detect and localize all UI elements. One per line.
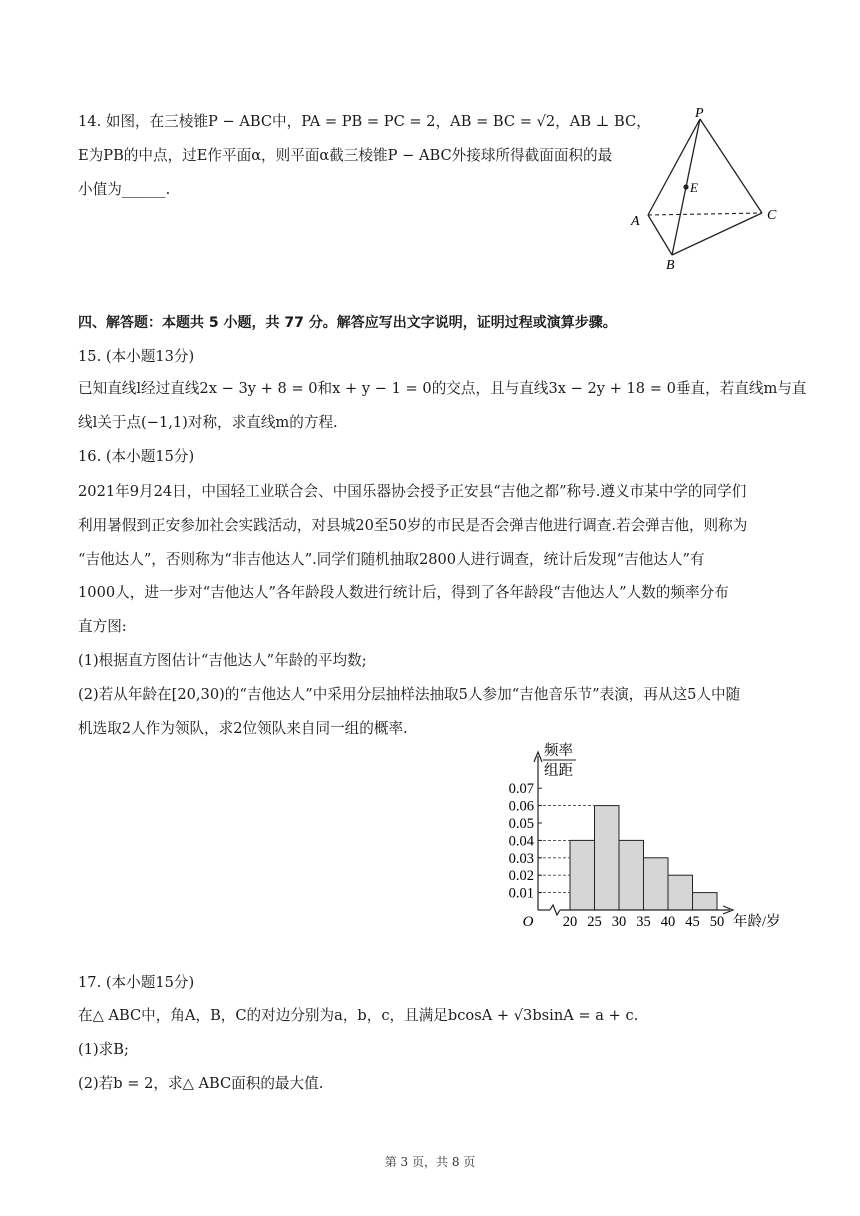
pyramid-figure [620, 105, 790, 275]
histogram-bar [693, 893, 718, 910]
histogram-bar [644, 858, 669, 910]
q14-line-2: E为PB的中点，过E作平面α，则平面α截三棱锥P − ABC外接球所得截面面积的最 [78, 147, 613, 164]
y-tick-label: 0.01 [508, 885, 534, 902]
q16-line-6: (1)根据直方图估计“吉他达人”年龄的平均数; [78, 652, 367, 669]
label-p: P [695, 106, 704, 121]
q16-line-1: 2021年9月24日，中国轻工业联合会、中国乐器协会授予正安县“吉他之都”称号.遵义市某中学的同学们 [78, 483, 747, 500]
x-axis-break [550, 905, 560, 915]
x-tick-label: 45 [685, 914, 700, 930]
x-tick-label: 25 [587, 914, 602, 930]
q15-head: 15. (本小题13分) [78, 348, 195, 365]
y-axis-label-top: 频率 [544, 743, 573, 759]
x-tick-label: 50 [709, 914, 725, 930]
histogram-bar [570, 840, 595, 910]
y-tick-label: 0.03 [508, 850, 534, 867]
q17-line-3: (2)若b = 2，求△ ABC面积的最大值. [78, 1075, 324, 1092]
y-tick-label: 0.07 [508, 781, 534, 798]
label-a: A [631, 214, 640, 229]
origin-label: O [522, 914, 534, 930]
x-tick-label: 20 [562, 914, 578, 930]
y-tick-label: 0.02 [508, 868, 534, 885]
label-e: E [690, 180, 698, 195]
q17-line-2: (1)求B; [78, 1041, 129, 1058]
histogram-bar [668, 875, 693, 910]
q16-line-7: (2)若从年龄在[20,30)的“吉他达人”中采用分层抽样法抽取5人参加“吉他音乐节”表演，再从这5人中随 [78, 686, 741, 703]
q17-line-1: 在△ ABC中，角A，B，C的对边分别为a，b，c，且满足bcosA + √3bsinA = a + c. [78, 1007, 639, 1024]
x-tick-label: 40 [660, 914, 676, 930]
q15-line-1: 已知直线l经过直线2x − 3y + 8 = 0和x + y − 1 = 0的交点，且与直线3x − 2y + 18 = 0垂直，若直线m与直 [78, 380, 807, 397]
histogram-bar [595, 806, 620, 910]
x-axis-label: 年龄/岁 [733, 914, 781, 930]
q16-line-3: “吉他达人”，否则称为“非吉他达人”.同学们随机抽取2800人进行调查，统计后发现“吉他达人”有 [78, 551, 705, 568]
y-tick-label: 0.05 [508, 816, 534, 832]
frequency-histogram [490, 738, 790, 938]
histogram-bar [619, 840, 644, 910]
q16-line-8: 机选取2人作为领队，求2位领队来自同一组的概率. [78, 720, 408, 737]
q16-line-4: 1000人，进一步对“吉他达人”各年龄段人数进行统计后，得到了各年龄段“吉他达人”人数的频率分布 [78, 584, 729, 601]
q14-line-3: 小值为______. [78, 181, 171, 198]
q17-head: 17. (本小题15分) [78, 974, 195, 991]
q15-line-2: 线l关于点(−1,1)对称，求直线m的方程. [78, 414, 338, 431]
q16-line-2: 利用暑假到正安参加社会实践活动，对县城20至50岁的市民是否会弹吉他进行调查.若会弹吉他，则称为 [78, 517, 748, 534]
y-tick-label: 0.04 [508, 833, 534, 850]
y-tick-label: 0.06 [508, 798, 534, 815]
x-tick-label: 30 [611, 914, 627, 930]
q16-line-5: 直方图: [78, 618, 127, 635]
y-axis-label-bottom: 组距 [544, 763, 573, 779]
section-header: 四、解答题：本题共 5 小题，共 77 分。解答应写出文字说明，证明过程或演算步骤。 [78, 315, 617, 331]
x-tick-label: 35 [636, 914, 651, 930]
label-b: B [666, 258, 675, 273]
label-c: C [767, 208, 777, 223]
page-footer: 第 3 页，共 8 页 [384, 1155, 476, 1169]
q16-head: 16. (本小题15分) [78, 448, 195, 465]
q14-line-1: 14. 如图，在三棱锥P − ABC中，PA = PB = PC = 2，AB = BC = √2，AB ⊥ BC， [78, 113, 651, 130]
